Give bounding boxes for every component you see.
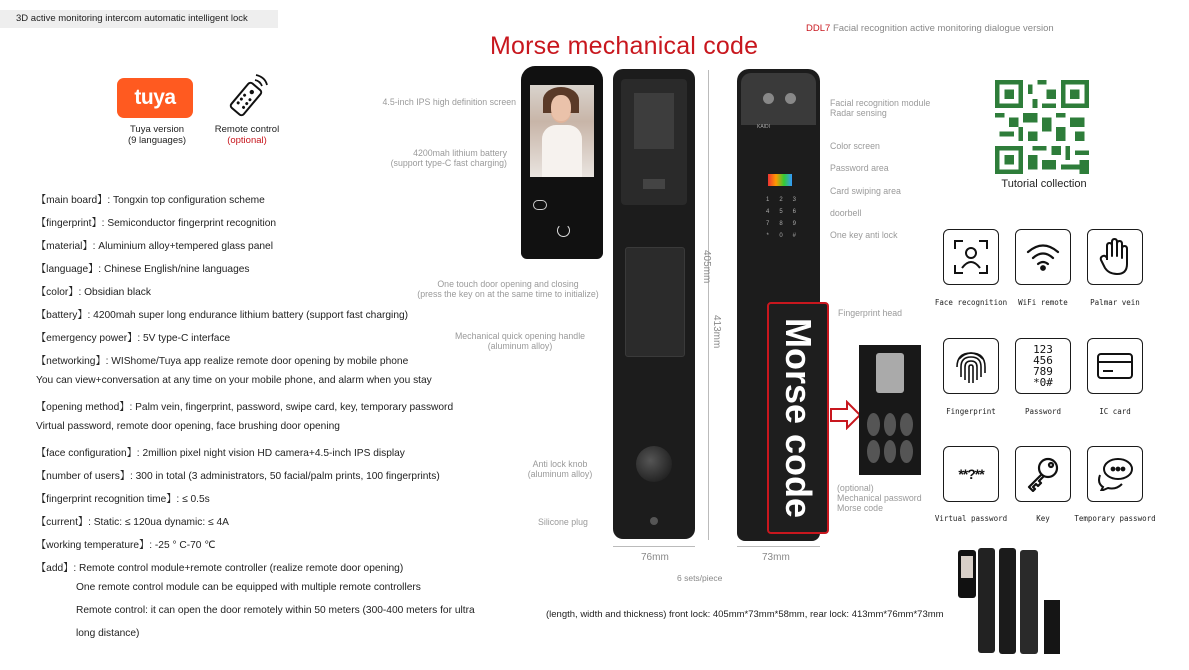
spec-battery: 【battery】: 4200mah super long endurance lithium battery (support fast charging): [36, 310, 409, 321]
spec-add-detail-1: One remote control module can be equipped with multiple remote controllers: [76, 582, 421, 593]
feature-fingerprint: [943, 338, 999, 394]
spec-language: 【language】: Chinese English/nine languages: [36, 264, 250, 275]
power-icon: [557, 224, 570, 237]
feature-label-virtual: Virtual password: [934, 514, 1008, 523]
feature-label-key: Key: [1036, 514, 1050, 523]
feature-wifi-remote: [1015, 229, 1071, 285]
mechanical-password-module: [859, 345, 921, 475]
callout-morse: Morse code: [837, 503, 883, 513]
callout-face-module: [830, 98, 930, 118]
model-subtitle: [806, 23, 1054, 34]
spec-recognition-time: 【fingerprint recognition time】: ≤ 0.5s: [36, 494, 210, 505]
spec-networking-detail: You can view+conversation at any time on your mobile phone, and alarm when you stay: [36, 375, 432, 386]
spec-fingerprint: 【fingerprint】: Semiconductor fingerprint recognition: [36, 218, 277, 229]
spec-working-temperature: 【working temperature】: -25 ° C-70 ℃: [36, 540, 216, 551]
dimension-line-rear-width: [613, 546, 695, 547]
card-icon: [1097, 353, 1133, 379]
callout-knob-line2: (aluminum alloy): [527, 469, 593, 479]
spec-opening-method-detail: Virtual password, remote door opening, face brushing door opening: [36, 421, 340, 432]
remote-control-icon: [222, 73, 270, 121]
spec-material: 【material】: Aluminium alloy+tempered glass panel: [36, 241, 273, 252]
callout-handle: [440, 331, 600, 351]
rear-handle: [625, 247, 685, 357]
feature-face-recognition: [943, 229, 999, 285]
spec-main-board: 【main board】: Tongxin top configuration scheme: [36, 195, 265, 206]
size-note: (length, width and thickness) front lock: 405mm*73mm*58mm, rear lock: 413mm*76mm*73mm: [546, 609, 944, 620]
virtual-password-icon: **?**: [958, 466, 984, 482]
key-icon: [1025, 456, 1061, 492]
anti-lock-knob: [636, 446, 672, 482]
keypad: [761, 197, 801, 239]
fingerprint-icon: [953, 347, 989, 385]
feature-palmar-vein: [1087, 229, 1143, 285]
dimension-line-height: [708, 70, 709, 540]
color-screen: [768, 174, 792, 186]
morse-code-label: Morse code: [778, 317, 819, 519]
callout-silicone-plug: Silicone plug: [538, 517, 588, 527]
morse-code-banner: [767, 302, 829, 534]
feature-label-fingerprint: Fingerprint: [946, 407, 996, 416]
callout-color-screen: Color screen: [830, 141, 880, 151]
callout-screen: 4.5-inch IPS high definition screen: [382, 97, 516, 107]
palm-icon: [1099, 238, 1131, 276]
spec-add-detail-2: Remote control: it can open the door remotely within 50 meters (300-400 meters for ultra: [76, 605, 475, 616]
arrow-right-icon: [829, 400, 863, 430]
spec-emergency-power: 【emergency power】: 5V type-C interface: [36, 333, 231, 344]
callout-face-line1: Facial recognition module: [830, 98, 931, 108]
feature-label-password: Password: [1024, 407, 1062, 416]
callout-optional: (optional): [837, 483, 874, 493]
callout-card-area: Card swiping area: [830, 186, 901, 196]
key-9: 9: [792, 221, 796, 227]
callout-battery-line1: 4200mah lithium battery: [413, 148, 507, 158]
lock-brand: KAIDI: [757, 124, 771, 130]
feature-password: [1015, 338, 1071, 394]
spec-current: 【current】: Static: ≤ 120ua dynamic: ≤ 4A: [36, 517, 229, 528]
keypad-icon: 123 456 789 *0#: [1033, 343, 1053, 389]
callout-face-line2: Radar sensing: [830, 108, 887, 118]
feature-label-temporary: Temporary password: [1074, 514, 1156, 523]
callout-one-touch: [408, 279, 608, 299]
tuya-caption-line1: Tuya version: [129, 124, 185, 135]
model-code: DDL7: [806, 23, 831, 34]
callout-knob: [510, 459, 610, 479]
feature-ic-card: [1087, 338, 1143, 394]
face-camera-module: [741, 73, 816, 125]
tuya-caption: [112, 124, 202, 146]
key-6: 6: [792, 209, 796, 215]
spec-add-detail-3: long distance): [76, 628, 140, 639]
key-7: 7: [765, 221, 770, 227]
callout-doorbell: doorbell: [830, 208, 862, 218]
callout-handle-line2: (aluminum alloy): [487, 341, 553, 351]
rear-lock: [613, 69, 695, 539]
top-tagline: 3D active monitoring intercom automatic intelligent lock: [0, 10, 278, 28]
tuya-caption-line2: (9 languages): [127, 135, 187, 146]
callout-mech-password: Mechanical password: [837, 493, 922, 503]
spec-face-configuration: 【face configuration】: 2million pixel night vision HD camera+4.5-inch IPS display: [36, 448, 405, 459]
key-0: 0: [779, 233, 783, 239]
key-1: 1: [765, 197, 770, 203]
feature-temporary-password: [1087, 446, 1143, 502]
spec-networking: 【networking】: WIShome/Tuya app realize remote door opening by mobile phone: [36, 356, 409, 367]
chat-bubble-icon: [1096, 457, 1134, 491]
spec-number-of-users: 【number of users】: 300 in total (3 administrators, 50 facial/palm prints, 100 fingerprints): [36, 471, 440, 482]
key-2: 2: [779, 197, 783, 203]
spec-add: 【add】: Remote control module+remote controller (realize remote door opening): [36, 563, 404, 574]
dimension-rear-width: 76mm: [641, 552, 669, 563]
feature-label-ic-card: IC card: [1099, 407, 1131, 416]
callout-battery-line2: (support type-C fast charging): [390, 158, 507, 168]
qr-caption: Tutorial collection: [1001, 178, 1087, 190]
dimension-rear-height: 413mm: [711, 315, 722, 349]
indoor-screen-device: [521, 66, 603, 259]
key-5: 5: [779, 209, 783, 215]
key-3: 3: [792, 197, 796, 203]
feature-key: [1015, 446, 1071, 502]
callout-password-area: Password area: [830, 163, 889, 173]
silicone-plug: [650, 517, 658, 525]
callout-one-touch-line1: One touch door opening and closing: [437, 279, 579, 289]
dimension-front-width: 73mm: [762, 552, 790, 563]
battery-compartment: [621, 79, 687, 205]
feature-label-wifi: WiFi remote: [1018, 298, 1068, 307]
dimension-front-height: 405mm: [701, 250, 712, 284]
face-scan-icon: [953, 239, 989, 275]
key-star: *: [766, 233, 769, 239]
key-hash: #: [792, 233, 796, 239]
remote-caption: [202, 124, 292, 146]
wifi-icon: [1025, 242, 1061, 272]
tuya-logo: tuya: [117, 78, 193, 118]
product-thumbnails: [958, 548, 1078, 660]
callout-handle-line1: Mechanical quick opening handle: [454, 331, 586, 341]
feature-label-palm: Palmar vein: [1090, 298, 1140, 307]
key-4: 4: [765, 209, 770, 215]
callout-knob-line1: Anti lock knob: [532, 459, 588, 469]
sets-per-piece: 6 sets/piece: [677, 573, 723, 583]
callout-one-touch-line2: (press the key on at the same time to initialize): [417, 289, 599, 299]
callout-mechanical-password: [837, 483, 922, 513]
feature-label-face: Face recognition: [934, 298, 1008, 307]
key-8: 8: [779, 221, 783, 227]
page-title: Morse mechanical code: [490, 32, 759, 60]
callout-anti-lock: One key anti lock: [830, 230, 898, 240]
spec-color: 【color】: Obsidian black: [36, 287, 151, 298]
model-description: Facial recognition active monitoring dialogue version: [832, 23, 1054, 34]
remote-caption-line2: (optional): [227, 135, 267, 146]
spec-opening-method: 【opening method】: Palm vein, fingerprint, password, swipe card, key, temporary password: [36, 402, 454, 413]
callout-fingerprint-head: Fingerprint head: [838, 308, 903, 318]
callout-battery: [391, 148, 507, 168]
feature-virtual-password: [943, 446, 999, 502]
dimension-line-front-width: [737, 546, 820, 547]
screen-photo: [530, 85, 594, 177]
remote-caption-line1: Remote control: [214, 124, 280, 135]
qr-code: [995, 80, 1089, 174]
